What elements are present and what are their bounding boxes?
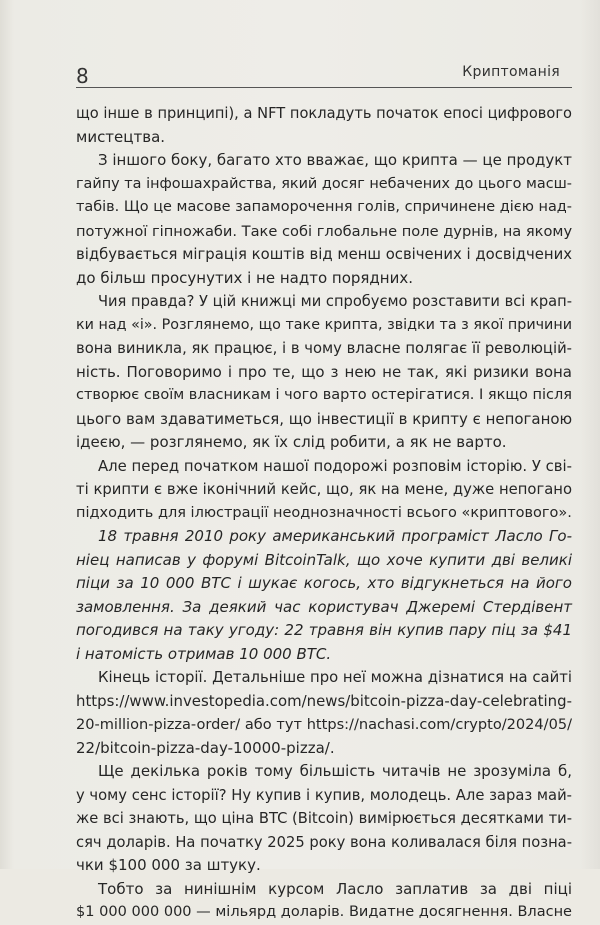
page-number: 8 bbox=[76, 64, 89, 88]
text-line: ність. Поговоримо і про те, що з нею не так, які ризики вона bbox=[76, 362, 572, 381]
text-line: ідеєю, — розглянемо, як їх слід робити, а як не варто. bbox=[76, 433, 507, 451]
text-line: що інше в принципі), а NFT покладуть початок епосі цифрового bbox=[76, 105, 572, 122]
text-line: 22/bitcoin-pizza-day-10000-pizza/. bbox=[76, 738, 335, 757]
paragraph bbox=[76, 455, 572, 526]
text-line: Чия правда? У цій книжці ми спробуємо розставити всі крап- bbox=[98, 293, 572, 310]
paragraph bbox=[76, 102, 572, 149]
chapter-title: Криптоманія bbox=[462, 64, 560, 80]
text-line: Кінець історії. Детальніше про неї можна дізнатися на сайті bbox=[98, 669, 572, 686]
text-line: піци за 10 000 BTC і шукає когось, хто відгукнеться на його bbox=[76, 574, 572, 592]
text-line: потужної гіпножаби. Таке собі глобальне поле дурнів, на якому bbox=[76, 222, 573, 240]
text-line: створює своїм власникам і чого варто остерігатися. І якщо після bbox=[76, 387, 572, 403]
header-rule bbox=[76, 87, 572, 88]
paragraph bbox=[76, 666, 572, 760]
text-line: сяч доларів. На початку 2025 року вона коливалася біля позна- bbox=[76, 833, 572, 851]
text-line: $1 000 000 000 — мільярд доларів. Видатне досягнення. Власне bbox=[76, 904, 572, 920]
text-line: ки над «і». Розглянемо, що таке крипта, звідки та з якої причини bbox=[76, 316, 572, 333]
text-line: замовлення. За деякий час користувач Джеремі Стердівент bbox=[76, 597, 572, 616]
text-line: цього вам здаватиметься, що інвестиції в крипту є непоганою bbox=[76, 409, 573, 428]
text-line: чки $100 000 за штуку. bbox=[76, 856, 261, 874]
text-line: ті крипти є вже іконічний кейс, що, як на мене, дуже непогано bbox=[76, 481, 572, 498]
text-line: https://www.investopedia.com/news/bitcoin-pizza-day-celebrating- bbox=[76, 691, 572, 710]
text-line: 20-million-pizza-order/ або тут https://nachasi.com/crypto/2024/05/ bbox=[76, 716, 572, 733]
running-head bbox=[76, 60, 572, 86]
text-line: вона виникла, як працює, і в чому власне полягає її революцій- bbox=[76, 340, 572, 357]
text-line: відбувається міграція коштів від менш освічених і досвідчених bbox=[76, 246, 572, 263]
paragraph bbox=[76, 760, 572, 878]
paragraph bbox=[76, 290, 572, 455]
text-line: підходить для ілюстрації неоднозначності всього «криптового». bbox=[76, 504, 572, 521]
text-line: у чому сенс історії? Ну купив і купив, молодець. Але зараз май- bbox=[76, 786, 572, 804]
text-line: 18 травня 2010 року американський програміст Ласло Го- bbox=[98, 527, 572, 545]
text-line: і натомість отримав 10 000 BTC. bbox=[76, 644, 332, 663]
text-line: табів. Що це масове запаморочення голів, спричинене дією над- bbox=[76, 199, 572, 215]
text-line: мистецтва. bbox=[76, 127, 166, 146]
paragraph bbox=[76, 878, 572, 925]
text-line: же всі знають, що ціна BTC (Bitcoin) вимірюється десятками ти- bbox=[76, 810, 572, 827]
paragraph bbox=[76, 149, 572, 290]
text-line: Ще декілька років тому більшість читачів не зрозуміла б, bbox=[98, 762, 572, 780]
text-line: Але перед початком нашої подорожі розповім історію. У сві- bbox=[98, 456, 572, 475]
text-line: гайпу та інфошахрайства, який досяг небачених до цього масш- bbox=[76, 175, 572, 192]
text-line: З іншого боку, багато хто вважає, що крипта — це продукт bbox=[98, 151, 572, 169]
text-line: ніец написав у форумі BitcoinTalk, що хоче купити дві великі bbox=[76, 550, 572, 569]
text-line: до більш просунутих і не надто порядних. bbox=[76, 268, 413, 287]
text-line: Тобто за нинішнім курсом Ласло заплатив за дві піці bbox=[98, 879, 572, 898]
body-text bbox=[76, 102, 572, 925]
text-line: погодився на таку угоду: 22 травня він купив пару піц за $41 bbox=[76, 621, 572, 639]
quote-paragraph bbox=[76, 525, 572, 666]
